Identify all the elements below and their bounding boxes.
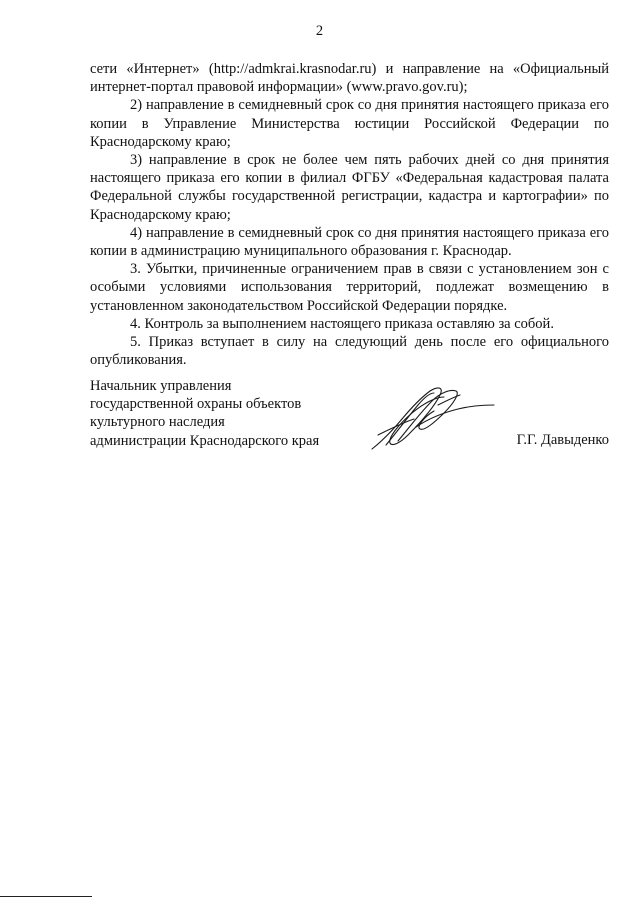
paragraph-item-4-municipal-administration: 4) направление в семидневный срок со дня принятия настоящего приказа его копии в администрацию муниципального образования г. Краснодар. — [90, 224, 609, 260]
paragraph-item-3-cadastral-chamber: 3) направление в срок не более чем пять рабочих дней со дня принятия настоящего приказа его копии в филиал ФГБУ «Федеральная кадастровая палата Федеральной службы государственной регистрации, кадастра и картографии» по Краснодарскому краю; — [90, 152, 609, 223]
signatory-position-line: государственной охраны объектов — [90, 396, 302, 413]
signatory-position — [90, 377, 370, 450]
signatory-name: Г.Г. Давыденко — [516, 432, 609, 448]
signatory-position-line: Начальник управления — [90, 378, 232, 394]
signatory-position-line: культурного наследия — [90, 414, 225, 431]
paragraph-clause-3-losses: 3. Убытки, причиненные ограничением прав в связи с установлением зон с особыми условиями использования территорий, подлежат возмещению в установленном законодательством Российской Федерации порядке. — [90, 261, 609, 314]
paragraph-item-2-ministry-of-justice: 2) направление в семидневный срок со дня принятия настоящего приказа его копии в Управление Министерства юстиции Российской Федерации по Краснодарскому краю; — [90, 97, 609, 150]
paragraph-clause-5-entry-into-force: 5. Приказ вступает в силу на следующий день после его официального опубликования. — [90, 334, 609, 369]
handwritten-signature — [368, 383, 498, 453]
paragraph-clause-4-control: 4. Контроль за выполнением настоящего приказа оставляю за собой. — [130, 315, 554, 332]
paragraph-internet-publication: сети «Интернет» (http://admkrai.krasnodar.ru) и направление на «Официальный интернет-портал правовой информации» (www.pravo.gov.ru); — [90, 61, 609, 96]
document-body — [90, 60, 609, 369]
footnote-divider — [0, 896, 92, 897]
signatory-position-line: администрации Краснодарского края — [90, 432, 320, 449]
page-number: 2 — [315, 23, 324, 39]
signature-block — [90, 377, 609, 457]
